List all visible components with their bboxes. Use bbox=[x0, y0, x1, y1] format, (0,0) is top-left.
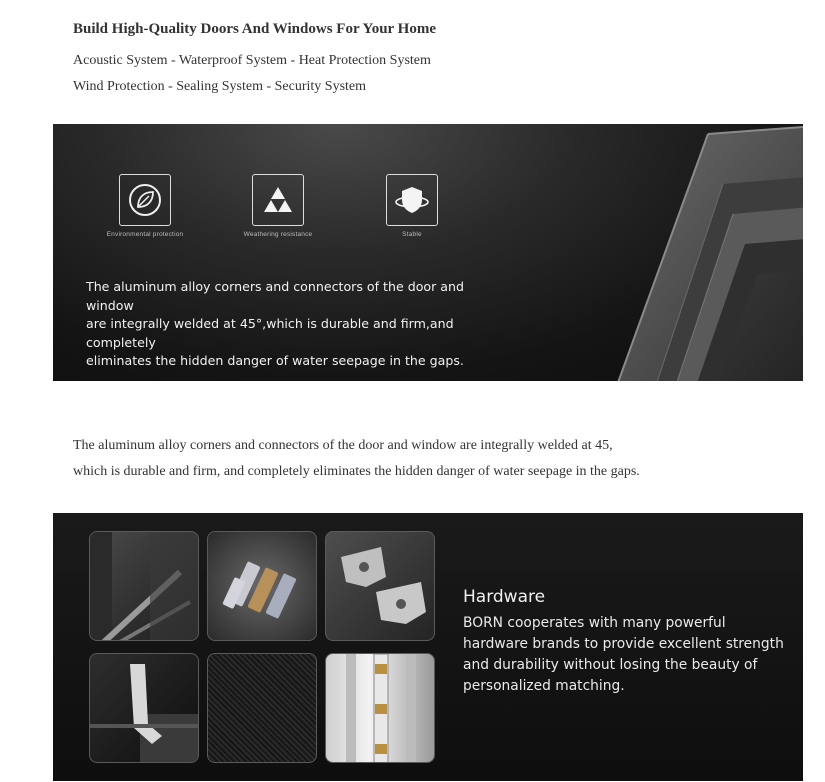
shield-icon bbox=[386, 174, 438, 226]
paragraph-line-2: which is durable and firm, and completely eliminates the hidden danger of water seepage in the gaps. bbox=[73, 464, 640, 479]
welding-description bbox=[86, 278, 506, 371]
welding-banner bbox=[53, 124, 803, 381]
feature-stable bbox=[357, 174, 467, 238]
welding-description-line: The aluminum alloy corners and connectors of the door and window bbox=[86, 279, 464, 313]
hardware-description-line: BORN cooperates with many powerful bbox=[463, 615, 726, 631]
corner-connector-image bbox=[325, 531, 435, 641]
feature-environmental bbox=[90, 174, 200, 238]
lock-strip-image bbox=[325, 653, 435, 763]
hardware-title: Hardware bbox=[463, 587, 546, 607]
hardware-description-line: and durability without losing the beauty of bbox=[463, 657, 758, 673]
leaf-icon bbox=[119, 174, 171, 226]
window-handle-image bbox=[89, 653, 199, 763]
triangles-icon bbox=[252, 174, 304, 226]
paragraph-line-1: The aluminum alloy corners and connectors of the door and window are integrally welded at 45, bbox=[73, 438, 613, 453]
feature-weathering bbox=[223, 174, 333, 238]
hinge-arm-image bbox=[89, 531, 199, 641]
window-frame-corner-image bbox=[483, 124, 803, 381]
hardware-banner bbox=[53, 513, 803, 781]
hinges-image bbox=[207, 531, 317, 641]
welding-description-line: eliminates the hidden danger of water seepage in the gaps. bbox=[86, 353, 464, 368]
feature-caption: Environmental protection bbox=[106, 231, 184, 238]
feature-caption: Weathering resistance bbox=[243, 231, 313, 238]
intro-line-1: Acoustic System - Waterproof System - Heat Protection System bbox=[73, 53, 431, 68]
hardware-description-line: hardware brands to provide excellent strength bbox=[463, 636, 784, 652]
intro-section bbox=[73, 18, 773, 100]
welding-paragraph bbox=[73, 433, 793, 485]
hardware-description bbox=[463, 613, 793, 697]
page-title: Build High-Quality Doors And Windows For Your Home bbox=[73, 21, 436, 37]
intro-line-2: Wind Protection - Sealing System - Security System bbox=[73, 79, 367, 94]
feature-caption: Stable bbox=[402, 231, 422, 238]
hardware-description-line: personalized matching. bbox=[463, 678, 625, 694]
mesh-screen-image bbox=[207, 653, 317, 763]
welding-description-line: are integrally welded at 45°,which is durable and firm,and completely bbox=[86, 316, 454, 350]
